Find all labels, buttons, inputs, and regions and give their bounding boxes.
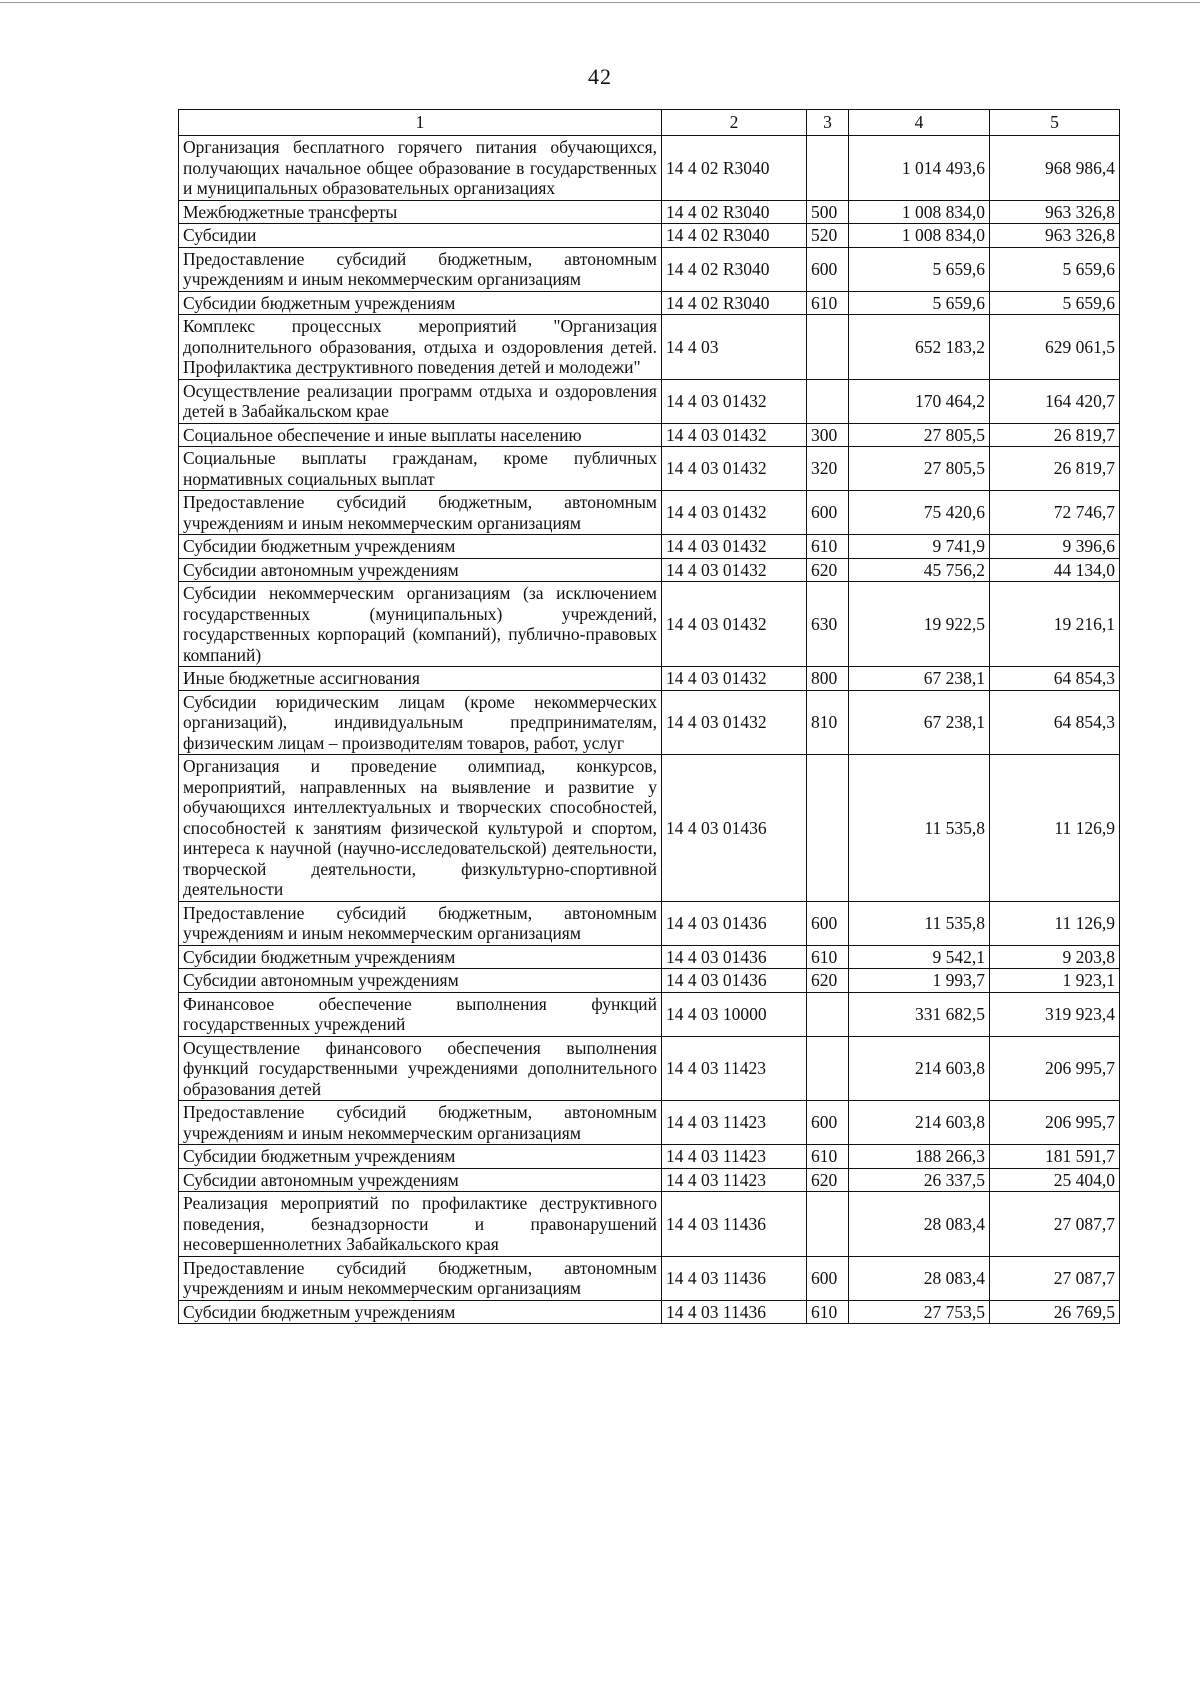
page-number: 42 bbox=[588, 64, 612, 89]
row-amount-year2-cell: 9 396,6 bbox=[990, 535, 1120, 559]
row-amount-year2-cell: 5 659,6 bbox=[990, 291, 1120, 315]
row-name-cell: Субсидии автономным учреждениям bbox=[179, 969, 662, 993]
row-amount-year2-cell: 9 203,8 bbox=[990, 945, 1120, 969]
row-expense-type-cell: 600 bbox=[807, 901, 849, 945]
row-name-cell: Субсидии юридическим лицам (кроме некоммерческих организаций), индивидуальным предпринимателям, физическим лицам – производителям товаров, работ, услуг bbox=[179, 690, 662, 755]
row-name-cell: Предоставление субсидий бюджетным, автономным учреждениям и иным некоммерческим организациям bbox=[179, 247, 662, 291]
row-amount-year2-cell: 26 819,7 bbox=[990, 423, 1120, 447]
row-code-cell: 14 4 03 11423 bbox=[662, 1101, 807, 1145]
row-name-cell: Социальные выплаты гражданам, кроме публичных нормативных социальных выплат bbox=[179, 447, 662, 491]
row-code-cell: 14 4 03 01432 bbox=[662, 582, 807, 667]
row-amount-year1-cell: 214 603,8 bbox=[849, 1036, 990, 1101]
row-amount-year1-cell: 170 464,2 bbox=[849, 379, 990, 423]
row-expense-type-cell: 300 bbox=[807, 423, 849, 447]
row-amount-year2-cell: 1 923,1 bbox=[990, 969, 1120, 993]
row-code-cell: 14 4 03 01436 bbox=[662, 969, 807, 993]
row-code-cell: 14 4 02 R3040 bbox=[662, 224, 807, 248]
row-code-cell: 14 4 02 R3040 bbox=[662, 136, 807, 201]
row-amount-year1-cell: 1 014 493,6 bbox=[849, 136, 990, 201]
row-code-cell: 14 4 03 11436 bbox=[662, 1192, 807, 1257]
row-amount-year1-cell: 26 337,5 bbox=[849, 1168, 990, 1192]
row-name-cell: Комплекс процессных мероприятий "Организация дополнительного образования, отдыха и оздоровления детей. Профилактика деструктивного поведения детей и молодежи" bbox=[179, 315, 662, 380]
row-amount-year1-cell: 27 805,5 bbox=[849, 423, 990, 447]
row-code-cell: 14 4 02 R3040 bbox=[662, 247, 807, 291]
row-expense-type-cell: 610 bbox=[807, 1300, 849, 1324]
table-row bbox=[179, 136, 1120, 201]
table-header-row bbox=[179, 110, 1120, 136]
row-name-cell: Организация и проведение олимпиад, конкурсов, мероприятий, направленных на выявление и развитие у обучающихся интеллектуальных и творческих способностей, способностей к занятиям физической культурой и спортом, интереса к научной (научно-исследовательской) деятельности, творческой деятельности, физкультурно-спортивной деятельности bbox=[179, 755, 662, 902]
row-amount-year1-cell: 1 993,7 bbox=[849, 969, 990, 993]
row-amount-year1-cell: 27 753,5 bbox=[849, 1300, 990, 1324]
row-expense-type-cell bbox=[807, 1192, 849, 1257]
row-code-cell: 14 4 03 01432 bbox=[662, 667, 807, 691]
row-amount-year2-cell: 64 854,3 bbox=[990, 690, 1120, 755]
column-header: 2 bbox=[662, 110, 807, 136]
table-row bbox=[179, 447, 1120, 491]
row-expense-type-cell: 630 bbox=[807, 582, 849, 667]
row-code-cell: 14 4 03 11436 bbox=[662, 1256, 807, 1300]
table-row bbox=[179, 558, 1120, 582]
row-code-cell: 14 4 03 01432 bbox=[662, 558, 807, 582]
row-amount-year1-cell: 28 083,4 bbox=[849, 1192, 990, 1257]
row-amount-year1-cell: 27 805,5 bbox=[849, 447, 990, 491]
row-name-cell: Субсидии бюджетным учреждениям bbox=[179, 535, 662, 559]
row-amount-year2-cell: 968 986,4 bbox=[990, 136, 1120, 201]
row-name-cell: Предоставление субсидий бюджетным, автономным учреждениям и иным некоммерческим организациям bbox=[179, 491, 662, 535]
row-amount-year2-cell: 206 995,7 bbox=[990, 1036, 1120, 1101]
row-name-cell: Предоставление субсидий бюджетным, автономным учреждениям и иным некоммерческим организациям bbox=[179, 1256, 662, 1300]
row-expense-type-cell: 320 bbox=[807, 447, 849, 491]
row-expense-type-cell: 610 bbox=[807, 535, 849, 559]
row-code-cell: 14 4 02 R3040 bbox=[662, 291, 807, 315]
row-name-cell: Межбюджетные трансферты bbox=[179, 200, 662, 224]
row-expense-type-cell: 620 bbox=[807, 1168, 849, 1192]
row-amount-year1-cell: 9 741,9 bbox=[849, 535, 990, 559]
row-amount-year2-cell: 27 087,7 bbox=[990, 1256, 1120, 1300]
row-amount-year2-cell: 11 126,9 bbox=[990, 755, 1120, 902]
row-expense-type-cell: 600 bbox=[807, 1101, 849, 1145]
row-amount-year1-cell: 19 922,5 bbox=[849, 582, 990, 667]
table-row bbox=[179, 291, 1120, 315]
row-name-cell: Субсидии бюджетным учреждениям bbox=[179, 1145, 662, 1169]
row-amount-year2-cell: 164 420,7 bbox=[990, 379, 1120, 423]
top-rule bbox=[0, 2, 1200, 3]
row-name-cell: Субсидии бюджетным учреждениям bbox=[179, 1300, 662, 1324]
row-code-cell: 14 4 03 10000 bbox=[662, 992, 807, 1036]
column-header: 3 bbox=[807, 110, 849, 136]
row-name-cell: Субсидии автономным учреждениям bbox=[179, 558, 662, 582]
row-code-cell: 14 4 03 01432 bbox=[662, 690, 807, 755]
row-amount-year2-cell: 27 087,7 bbox=[990, 1192, 1120, 1257]
table-row bbox=[179, 200, 1120, 224]
row-expense-type-cell bbox=[807, 379, 849, 423]
row-amount-year1-cell: 214 603,8 bbox=[849, 1101, 990, 1145]
row-code-cell: 14 4 03 11423 bbox=[662, 1036, 807, 1101]
row-amount-year1-cell: 1 008 834,0 bbox=[849, 200, 990, 224]
row-expense-type-cell: 520 bbox=[807, 224, 849, 248]
row-name-cell: Субсидии некоммерческим организациям (за исключением государственных (муниципальных) учреждений, государственных корпораций (компаний), публично-правовых компаний) bbox=[179, 582, 662, 667]
row-name-cell: Субсидии автономным учреждениям bbox=[179, 1168, 662, 1192]
row-amount-year1-cell: 331 682,5 bbox=[849, 992, 990, 1036]
row-amount-year2-cell: 629 061,5 bbox=[990, 315, 1120, 380]
row-amount-year2-cell: 319 923,4 bbox=[990, 992, 1120, 1036]
row-amount-year2-cell: 19 216,1 bbox=[990, 582, 1120, 667]
row-amount-year2-cell: 963 326,8 bbox=[990, 200, 1120, 224]
row-amount-year1-cell: 188 266,3 bbox=[849, 1145, 990, 1169]
row-code-cell: 14 4 03 11436 bbox=[662, 1300, 807, 1324]
row-amount-year2-cell: 181 591,7 bbox=[990, 1145, 1120, 1169]
row-amount-year2-cell: 963 326,8 bbox=[990, 224, 1120, 248]
row-expense-type-cell: 600 bbox=[807, 247, 849, 291]
row-expense-type-cell bbox=[807, 136, 849, 201]
row-amount-year2-cell: 26 819,7 bbox=[990, 447, 1120, 491]
row-expense-type-cell: 600 bbox=[807, 1256, 849, 1300]
table-row bbox=[179, 1192, 1120, 1257]
table-row bbox=[179, 992, 1120, 1036]
row-expense-type-cell: 610 bbox=[807, 945, 849, 969]
row-code-cell: 14 4 03 01432 bbox=[662, 447, 807, 491]
row-code-cell: 14 4 03 01432 bbox=[662, 423, 807, 447]
row-name-cell: Субсидии бюджетным учреждениям bbox=[179, 945, 662, 969]
row-amount-year2-cell: 26 769,5 bbox=[990, 1300, 1120, 1324]
row-name-cell: Организация бесплатного горячего питания обучающихся, получающих начальное общее образование в государственных и муниципальных образовательных организациях bbox=[179, 136, 662, 201]
table-row bbox=[179, 755, 1120, 902]
table-row bbox=[179, 1256, 1120, 1300]
row-expense-type-cell: 620 bbox=[807, 969, 849, 993]
row-code-cell: 14 4 03 bbox=[662, 315, 807, 380]
row-code-cell: 14 4 03 11423 bbox=[662, 1168, 807, 1192]
row-code-cell: 14 4 03 01436 bbox=[662, 945, 807, 969]
row-amount-year2-cell: 25 404,0 bbox=[990, 1168, 1120, 1192]
table-row bbox=[179, 491, 1120, 535]
row-name-cell: Субсидии bbox=[179, 224, 662, 248]
row-amount-year1-cell: 11 535,8 bbox=[849, 755, 990, 902]
table-row bbox=[179, 379, 1120, 423]
table-row bbox=[179, 224, 1120, 248]
row-expense-type-cell: 610 bbox=[807, 291, 849, 315]
row-expense-type-cell: 810 bbox=[807, 690, 849, 755]
table-row bbox=[179, 667, 1120, 691]
row-name-cell: Осуществление финансового обеспечения выполнения функций государственными учреждениями дополнительного образования детей bbox=[179, 1036, 662, 1101]
row-amount-year2-cell: 72 746,7 bbox=[990, 491, 1120, 535]
row-code-cell: 14 4 03 01436 bbox=[662, 755, 807, 902]
row-amount-year2-cell: 11 126,9 bbox=[990, 901, 1120, 945]
row-expense-type-cell bbox=[807, 992, 849, 1036]
row-amount-year1-cell: 1 008 834,0 bbox=[849, 224, 990, 248]
row-code-cell: 14 4 03 11423 bbox=[662, 1145, 807, 1169]
row-amount-year1-cell: 11 535,8 bbox=[849, 901, 990, 945]
row-expense-type-cell: 600 bbox=[807, 491, 849, 535]
table-row bbox=[179, 690, 1120, 755]
table-row bbox=[179, 247, 1120, 291]
row-code-cell: 14 4 02 R3040 bbox=[662, 200, 807, 224]
table-row bbox=[179, 315, 1120, 380]
row-code-cell: 14 4 03 01432 bbox=[662, 535, 807, 559]
row-amount-year1-cell: 9 542,1 bbox=[849, 945, 990, 969]
row-amount-year1-cell: 28 083,4 bbox=[849, 1256, 990, 1300]
row-expense-type-cell bbox=[807, 755, 849, 902]
column-header: 5 bbox=[990, 110, 1120, 136]
row-amount-year1-cell: 67 238,1 bbox=[849, 667, 990, 691]
row-name-cell: Предоставление субсидий бюджетным, автономным учреждениям и иным некоммерческим организациям bbox=[179, 901, 662, 945]
table-row bbox=[179, 1168, 1120, 1192]
column-header: 4 bbox=[849, 110, 990, 136]
row-name-cell: Осуществление реализации программ отдыха и оздоровления детей в Забайкальском крае bbox=[179, 379, 662, 423]
table-row bbox=[179, 1145, 1120, 1169]
row-amount-year2-cell: 44 134,0 bbox=[990, 558, 1120, 582]
table-row bbox=[179, 901, 1120, 945]
row-amount-year2-cell: 64 854,3 bbox=[990, 667, 1120, 691]
row-code-cell: 14 4 03 01432 bbox=[662, 379, 807, 423]
column-header: 1 bbox=[179, 110, 662, 136]
row-amount-year2-cell: 5 659,6 bbox=[990, 247, 1120, 291]
row-expense-type-cell: 620 bbox=[807, 558, 849, 582]
row-amount-year1-cell: 5 659,6 bbox=[849, 247, 990, 291]
row-expense-type-cell: 610 bbox=[807, 1145, 849, 1169]
row-name-cell: Финансовое обеспечение выполнения функций государственных учреждений bbox=[179, 992, 662, 1036]
budget-table bbox=[178, 109, 1120, 1324]
row-code-cell: 14 4 03 01436 bbox=[662, 901, 807, 945]
row-amount-year1-cell: 75 420,6 bbox=[849, 491, 990, 535]
row-amount-year1-cell: 67 238,1 bbox=[849, 690, 990, 755]
row-amount-year2-cell: 206 995,7 bbox=[990, 1101, 1120, 1145]
row-name-cell: Предоставление субсидий бюджетным, автономным учреждениям и иным некоммерческим организациям bbox=[179, 1101, 662, 1145]
table-body bbox=[179, 136, 1120, 1324]
row-name-cell: Иные бюджетные ассигнования bbox=[179, 667, 662, 691]
row-amount-year1-cell: 45 756,2 bbox=[849, 558, 990, 582]
row-amount-year1-cell: 5 659,6 bbox=[849, 291, 990, 315]
table-row bbox=[179, 1300, 1120, 1324]
row-name-cell: Социальное обеспечение и иные выплаты населению bbox=[179, 423, 662, 447]
row-amount-year1-cell: 652 183,2 bbox=[849, 315, 990, 380]
row-expense-type-cell bbox=[807, 315, 849, 380]
table-row bbox=[179, 423, 1120, 447]
row-name-cell: Субсидии бюджетным учреждениям bbox=[179, 291, 662, 315]
row-expense-type-cell: 800 bbox=[807, 667, 849, 691]
row-expense-type-cell: 500 bbox=[807, 200, 849, 224]
row-expense-type-cell bbox=[807, 1036, 849, 1101]
table-row bbox=[179, 969, 1120, 993]
table-row bbox=[179, 945, 1120, 969]
table-row bbox=[179, 1036, 1120, 1101]
row-name-cell: Реализация мероприятий по профилактике деструктивного поведения, безнадзорности и правонарушений несовершеннолетних Забайкальского края bbox=[179, 1192, 662, 1257]
table-row bbox=[179, 1101, 1120, 1145]
table-row bbox=[179, 582, 1120, 667]
row-code-cell: 14 4 03 01432 bbox=[662, 491, 807, 535]
table-row bbox=[179, 535, 1120, 559]
